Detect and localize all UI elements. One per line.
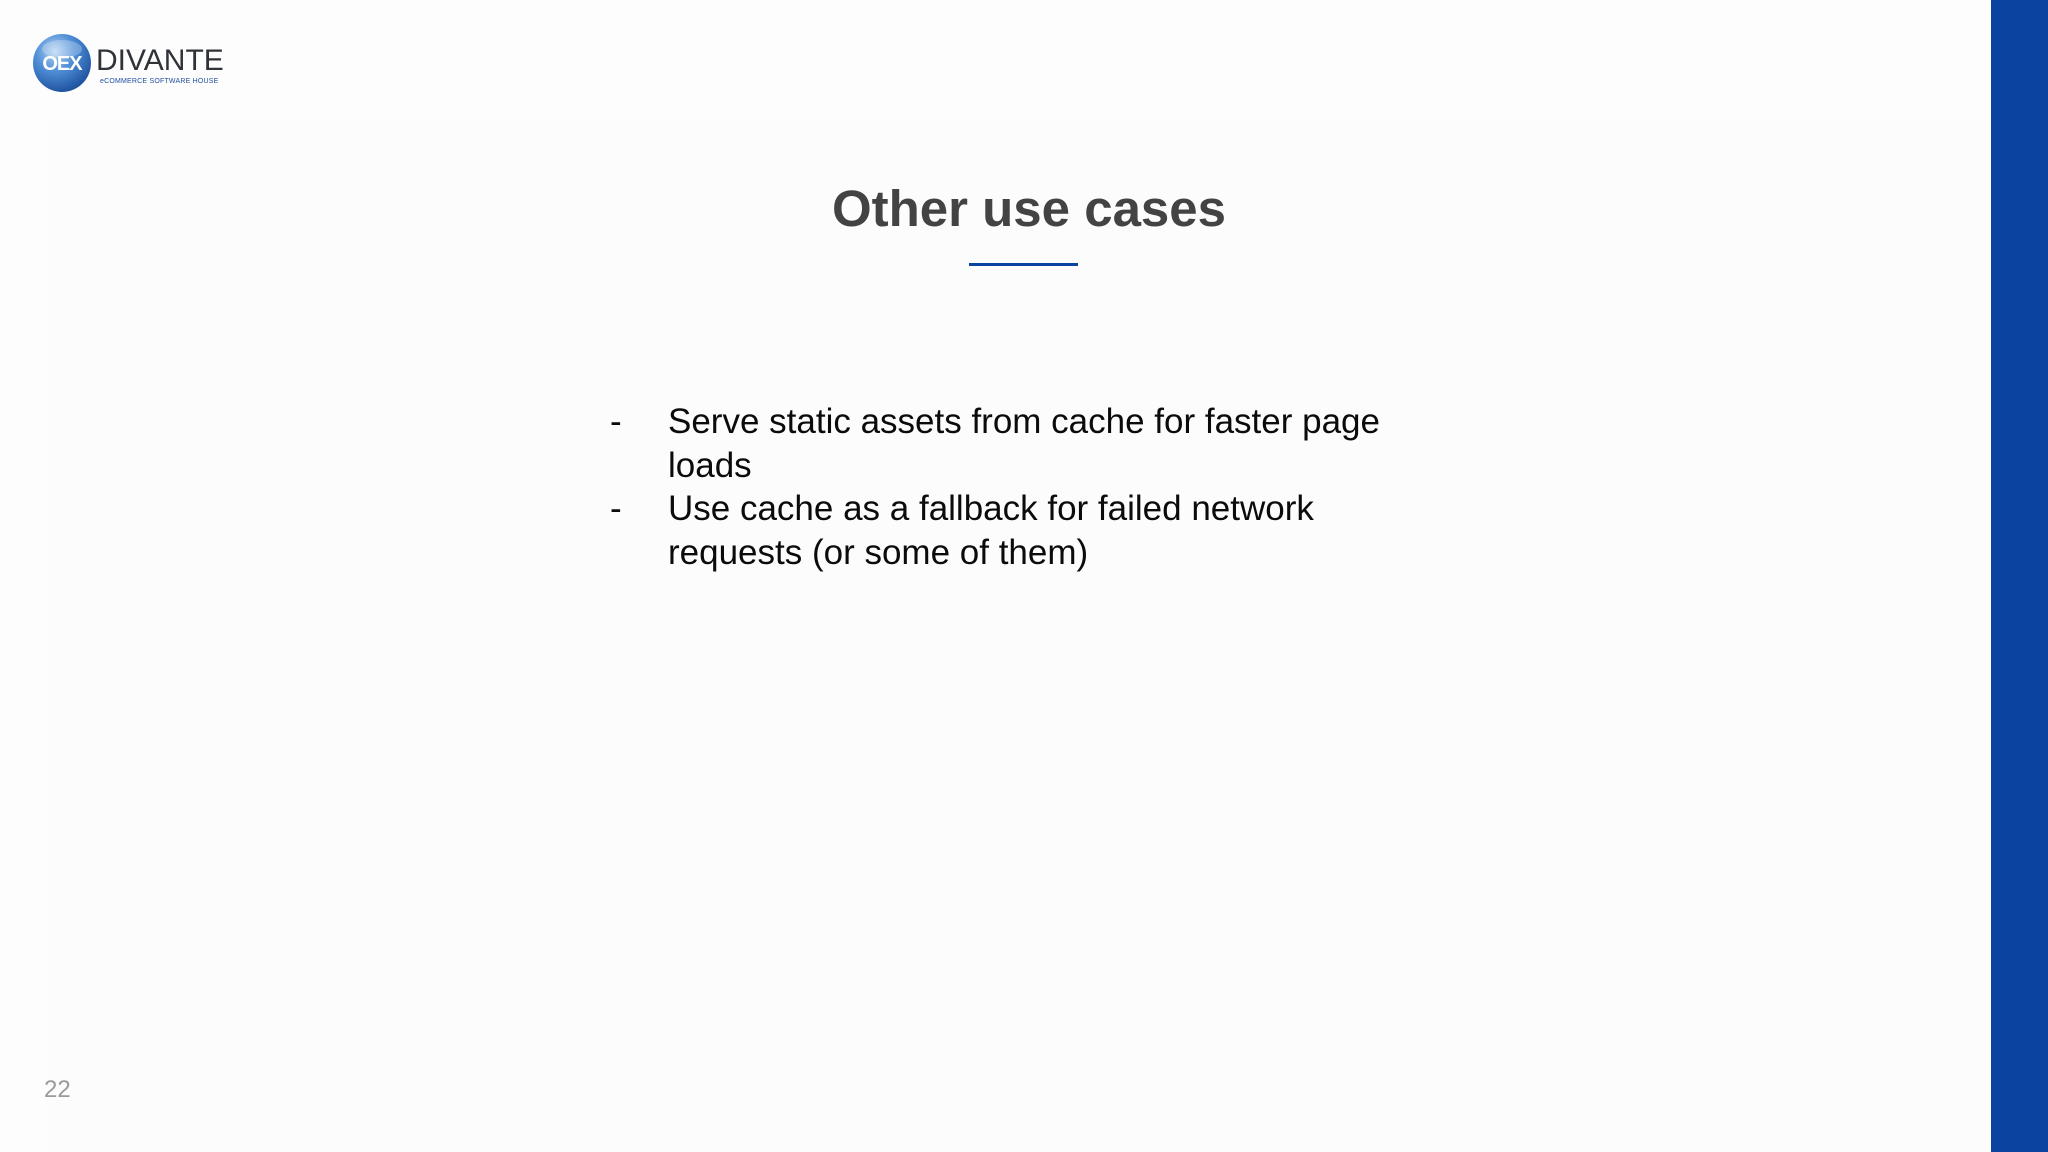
bullet-item [610,487,1450,574]
title-underline [969,263,1078,266]
divante-logo [32,31,228,95]
slide-content-area [48,120,1990,1152]
slide-title: Other use cases [831,180,1227,237]
bullet-marker: - [610,489,622,528]
bullet-list [610,400,1450,574]
bullet-marker: - [610,402,622,441]
side-accent-bar [1991,0,2048,1152]
svg-text:OEX: OEX [42,53,82,75]
logo-tagline: eCOMMERCE SOFTWARE HOUSE [100,78,219,85]
bullet-item [610,400,1450,487]
page-number: 22 [44,1076,71,1103]
logo-name: DIVANTE [96,44,224,77]
oex-globe-logo-icon [32,33,92,93]
bullet-text: Serve static assets from cache for faster page loads [668,402,1380,485]
bullet-text: Use cache as a fallback for failed network requests (or some of them) [668,489,1314,572]
